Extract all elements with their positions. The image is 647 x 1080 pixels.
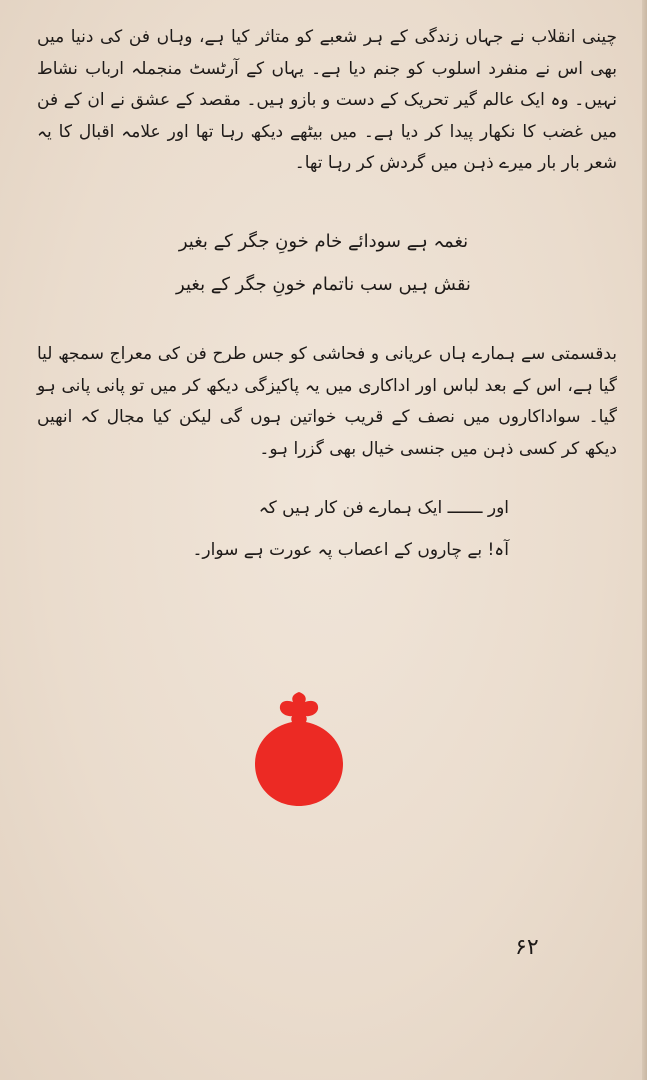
- paragraph-body: بدقسمتی سے ہمارے ہاں عریانی و فحاشی کو جس طرح فن کی معراج سمجھ لیا گیا ہے، اس کے بعد لباس اور اداکاری میں یہ پاکیزگی دیکھ کر میں تو پانی پانی ہو گیا۔ سواداکاروں میں نصف کے قریب خواتین ہوں گی لیکن کیا مجال کہ انھیں دیکھ کر کسی ذہن میں جنسی خیال بھی گزرا ہو۔: [37, 344, 617, 459]
- verse-line-2: نقش ہیں سب ناتمام خونِ جگر کے بغیر: [176, 274, 471, 295]
- pomegranate-ornament-icon: [250, 690, 348, 808]
- page-number: ۶۲: [515, 935, 539, 960]
- closing-line-2: آہ! بے چاروں کے اعصاب پہ عورت ہے سوار۔: [192, 540, 509, 560]
- closing-line-1: اور ـــــــ ایک ہمارے فن کار ہیں کہ: [258, 498, 509, 518]
- verse-line-1: نغمہ ہے سودائے خام خونِ جگر کے بغیر: [178, 231, 469, 252]
- paragraph-intro: چینی انقلاب نے جہاں زندگی کے ہر شعبے کو متاثر کیا ہے، وہاں فن کی دنیا میں بھی اس نے منفرد اسلوب کو جنم دیا ہے۔ یہاں کے آرٹسٹ منجملہ ارباب نشاط نہیں۔ وہ ایک عالم گیر تحریک کے دست و بازو ہیں۔ مقصد کے عشق نے ان کے فن میں غضب کا نکھار پیدا کر دیا ہے۔ میں بیٹھے دیکھ رہا تھا اور علامہ اقبال کا یہ شعر بار بار میرے ذہن میں گردش کر رہا تھا۔: [37, 27, 617, 173]
- page-edge: [642, 0, 647, 1080]
